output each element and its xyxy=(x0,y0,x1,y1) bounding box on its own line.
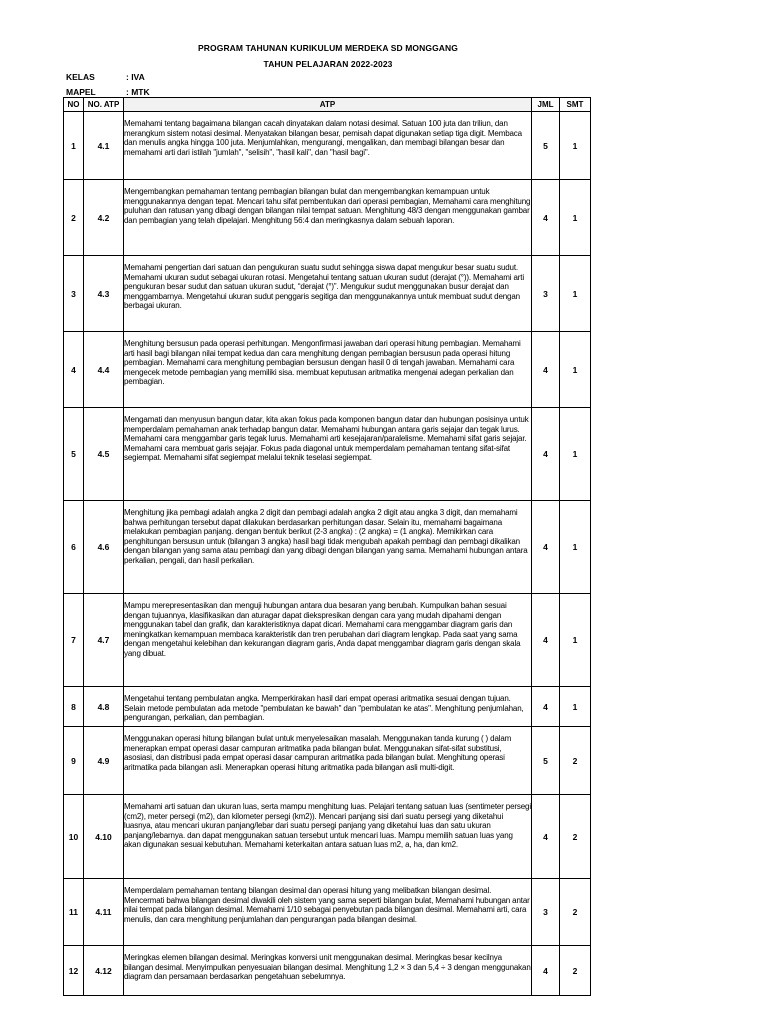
atp-table xyxy=(63,97,591,996)
row-number: 1 xyxy=(64,112,84,180)
jml-value: 4 xyxy=(532,946,560,996)
row-number: 5 xyxy=(64,408,84,501)
row-number: 7 xyxy=(64,594,84,687)
kelas-label: KELAS xyxy=(66,72,95,82)
atp-description xyxy=(124,180,532,256)
atp-description-text: Menghitung bersusun pada operasi perhitungan. Mengonfirmasi jawaban dari operasi hitung pembagian. Memahami arti hasil bagi bilangan nilai tempat kedua dan cara menghitung dengan pembagian bersusun pada operasi hitung pembagian. Memahami cara menghitung pembagian bersusun dengan hasil 0 di tengah jawaban. Memahami cara mengecek metode pembagian yang memiliki sisa. membuat keputusan aritmatika mengenai adegan perkalian dan pembagian. xyxy=(124,339,521,387)
jml-value: 5 xyxy=(532,727,560,795)
atp-description xyxy=(124,332,532,408)
smt-value: 1 xyxy=(560,256,591,332)
jml-value: 4 xyxy=(532,594,560,687)
kelas-value: : IVA xyxy=(126,72,145,82)
col-header-jml: JML xyxy=(532,98,560,112)
atp-description xyxy=(124,501,532,594)
smt-value: 2 xyxy=(560,879,591,946)
smt-value: 1 xyxy=(560,112,591,180)
atp-description-text: Mengembangkan pemahaman tentang pembagian bilangan bulat dan mengembangkan kemampuan untuk menggunakannya dengan tepat. Mencari tahu sifat pembentukan dari operasi pembagian, Memahami cara menghitung puluhan dan ratusan yang dibagi dengan bilangan nilai tempat satuan. Menghitung 48/3 dengan menggunakan gambar dan pembagian yang telah dipelajari. Menghitung 56:4 dan meringkasnya dalam sebuah laporan. xyxy=(124,187,531,225)
jml-value: 4 xyxy=(532,408,560,501)
atp-number: 4.5 xyxy=(84,408,124,501)
atp-description xyxy=(124,879,532,946)
jml-value: 4 xyxy=(532,687,560,727)
atp-description-text: Mengamati dan menyusun bangun datar, kita akan fokus pada komponen bangun datar dan hubungan posisinya untuk memperdalam pemahaman anak terhadap bangun datar. Memahami hubungan antara garis sejajar dan tegak lurus. Memahami cara menggambar garis tegak lurus. Memahami arti kesejajaran/paralelisme. Memahami sifat garis sejajar. Memahami cara membuat garis sejajar. Fokus pada diagonal untuk memperdalam pemahaman tentang sifat-sifat segiempat. Memahami sifat segiempat melalui teknik teselasi segiempat. xyxy=(124,415,529,463)
jml-value: 3 xyxy=(532,879,560,946)
jml-value: 4 xyxy=(532,795,560,879)
jml-value: 5 xyxy=(532,112,560,180)
atp-description-text: Mengetahui tentang pembulatan angka. Memperkirakan hasil dari empat operasi aritmatika sesuai dengan tujuan. Selain metode pembulatan ada metode "pembulatan ke bawah" dan "pembulatan ke atas". Menghitung penjumlahan, pengurangan, perkalian, dan pembagian. xyxy=(124,694,524,723)
smt-value: 1 xyxy=(560,408,591,501)
atp-number: 4.10 xyxy=(84,795,124,879)
jml-value: 4 xyxy=(532,180,560,256)
table-row xyxy=(64,332,591,408)
atp-description-text: Memperdalam pemahaman tentang bilangan desimal dan operasi hitung yang melibatkan bilangan desimal. Mencermati bahwa bilangan desimal diwakili oleh sistem yang sama seperti bilangan bulat, Memahami hubungan antar nilai tempat pada bilangan desimal. Memahami 1/10 sebagai penyebutan pada bilangan desimal. Memahami arti, cara menulis, dan cara menghitung penjumlahan dan pengurangan pada bilangan desimal. xyxy=(124,886,530,924)
mapel-label: MAPEL xyxy=(66,87,96,97)
document-subtitle: TAHUN PELAJARAN 2022-2023 xyxy=(263,59,393,69)
col-header-no: NO xyxy=(64,98,84,112)
atp-description-text: Memahami arti satuan dan ukuran luas, serta mampu menghitung luas. Pelajari tentang satuan luas (sentimeter persegi (cm2), meter persegi (m2), dan kilometer persegi (km2)). Mencari panjang sisi dari suatu persegi yang diketahui luasnya, atau mencari ukuran panjang/lebar dari suatu persegi panjang yang diketahui luas dan satu ukuran panjang/lebarnya. dan dapat menggunakan satuan tersebut untuk mencari luas. Mampu memilih satuan luas yang akan digunakan sesuai kebutuhan. Memahami keterkaitan antara satuan luas m2, a, ha, dan km2. xyxy=(124,802,531,850)
atp-description-text: Memahami tentang bagaimana bilangan cacah dinyatakan dalam notasi desimal. Satuan 100 juta dan triliun, dan merangkum sistem notasi desimal. Menyatakan bilangan besar, pemisah dapat digunakan setiap tiga digit. Membaca dan menulis angka hingga 100 juta. Menjumlahkan, mengurangi, mengalikan, dan membagi bilangan besar dan memahami arti dari istilah "jumlah", "selisih", "hasil kali", dan "hasil bagi". xyxy=(124,119,522,157)
table-row xyxy=(64,946,591,996)
row-number: 11 xyxy=(64,879,84,946)
atp-description xyxy=(124,594,532,687)
atp-description xyxy=(124,112,532,180)
atp-description-text: Meringkas elemen bilangan desimal. Meringkas konversi unit menggunakan desimal. Meringkas besar kecilnya bilangan desimal. Menyimpulkan penyesuaian bilangan desimal. Menghitung 1,2 × 3 dan 5,4 ÷ 3 dengan menggunakan diagram dan persamaan berdasarkan pengetahuan sebelumnya. xyxy=(124,953,531,982)
atp-number: 4.6 xyxy=(84,501,124,594)
atp-number: 4.11 xyxy=(84,879,124,946)
col-header-atp: ATP xyxy=(124,98,532,112)
atp-description-text: Menggunakan operasi hitung bilangan bulat untuk menyelesaikan masalah. Menggunakan tanda kurung ( ) dalam menerapkan empat operasi dasar campuran aritmatika pada bilangan bulat. Menggunakan sifat-sifat substitusi, asosiasi, dan distribusi pada empat operasi dasar campuran aritmatika pada bilangan bulat. Menghitung operasi aritmatika pada bilangan asli. Menerapkan operasi hitung aritmatika pada bilangan asli multi-digit. xyxy=(124,734,512,772)
atp-description-text: Memahami pengertian dari satuan dan pengukuran suatu sudut sehingga siswa dapat mengukur besar suatu sudut. Memahami ukuran sudut sebagai ukuran rotasi. Mengetahui tentang satuan ukuran sudut (derajat (°)). Memahami arti pengukuran besar sudut dan satuan ukuran sudut, “derajat (°)”. Mengukur sudut menggunakan busur derajat dan menggambarnya. Mengetahui ukuran sudut penggaris segitiga dan menggunakannya untuk membuat sudut dengan berbagai ukuran. xyxy=(124,263,524,311)
table-row xyxy=(64,879,591,946)
mapel-value: : MTK xyxy=(126,87,150,97)
row-number: 10 xyxy=(64,795,84,879)
atp-description xyxy=(124,727,532,795)
smt-value: 1 xyxy=(560,687,591,727)
table-row xyxy=(64,180,591,256)
document-title: PROGRAM TAHUNAN KURIKULUM MERDEKA SD MONGGANG xyxy=(198,43,458,53)
table-row xyxy=(64,727,591,795)
jml-value: 4 xyxy=(532,332,560,408)
jml-value: 3 xyxy=(532,256,560,332)
table-row xyxy=(64,795,591,879)
row-number: 2 xyxy=(64,180,84,256)
atp-number: 4.4 xyxy=(84,332,124,408)
atp-number: 4.12 xyxy=(84,946,124,996)
atp-description xyxy=(124,408,532,501)
atp-description-text: Menghitung jika pembagi adalah angka 2 digit dan pembagi adalah angka 2 digit atau angka 3 digit, dan memahami bahwa perhitungan tersebut dapat dilakukan berdasarkan perhitungan dasar. Selain itu, memahami bagaimana melakukan pembagian panjang. dengan bentuk berikut (2-3 angka) : (2 angka) = (1 angka). Memikirkan cara penghitungan bersusun untuk (bilangan 3 angka) hasil bagi tidak mengubah apakah pembagi dan pembagi dikalikan dengan bilangan yang sama atau pembagi dan yang dibagi dengan bilangan yang sama. Memahami hubungan antara perkalian, pengali, dan hasil perkalian. xyxy=(124,508,528,565)
atp-description xyxy=(124,256,532,332)
smt-value: 2 xyxy=(560,727,591,795)
smt-value: 1 xyxy=(560,180,591,256)
atp-number: 4.2 xyxy=(84,180,124,256)
col-header-smt: SMT xyxy=(560,98,591,112)
atp-number: 4.3 xyxy=(84,256,124,332)
atp-description xyxy=(124,795,532,879)
row-number: 8 xyxy=(64,687,84,727)
smt-value: 2 xyxy=(560,795,591,879)
atp-number: 4.1 xyxy=(84,112,124,180)
atp-description xyxy=(124,946,532,996)
row-number: 9 xyxy=(64,727,84,795)
smt-value: 2 xyxy=(560,946,591,996)
col-header-no-atp: NO. ATP xyxy=(84,98,124,112)
row-number: 3 xyxy=(64,256,84,332)
kelas-row xyxy=(66,72,145,82)
row-number: 6 xyxy=(64,501,84,594)
table-row xyxy=(64,256,591,332)
jml-value: 4 xyxy=(532,501,560,594)
smt-value: 1 xyxy=(560,501,591,594)
table-header-row xyxy=(64,98,591,112)
table-row xyxy=(64,687,591,727)
row-number: 12 xyxy=(64,946,84,996)
table-row xyxy=(64,112,591,180)
row-number: 4 xyxy=(64,332,84,408)
table-row xyxy=(64,408,591,501)
smt-value: 1 xyxy=(560,332,591,408)
atp-number: 4.7 xyxy=(84,594,124,687)
mapel-row xyxy=(66,87,150,97)
table-body xyxy=(64,112,591,996)
table-row xyxy=(64,501,591,594)
smt-value: 1 xyxy=(560,594,591,687)
atp-number: 4.9 xyxy=(84,727,124,795)
atp-description xyxy=(124,687,532,727)
atp-number: 4.8 xyxy=(84,687,124,727)
table-row xyxy=(64,594,591,687)
atp-description-text: Mampu merepresentasikan dan menguji hubungan antara dua besaran yang berubah. Kumpulkan bahan sesuai dengan tujuannya, klasifikasikan dan aturagar dapat diekspresikan dengan cara yang mudah dipahami dengan menggunakan tabel dan grafik, dan karakteristiknya dapat dicari. Memahami cara menggambar diagram garis dan meningkatkan kemampuan membaca karakteristik dan tren perubahan dari diagram lengkap. Pada saat yang sama dengan mengetahui kelebihan dan kekurangan diagram garis, Anda dapat menggambar diagram garis dengan skala yang dibuat. xyxy=(124,601,521,658)
